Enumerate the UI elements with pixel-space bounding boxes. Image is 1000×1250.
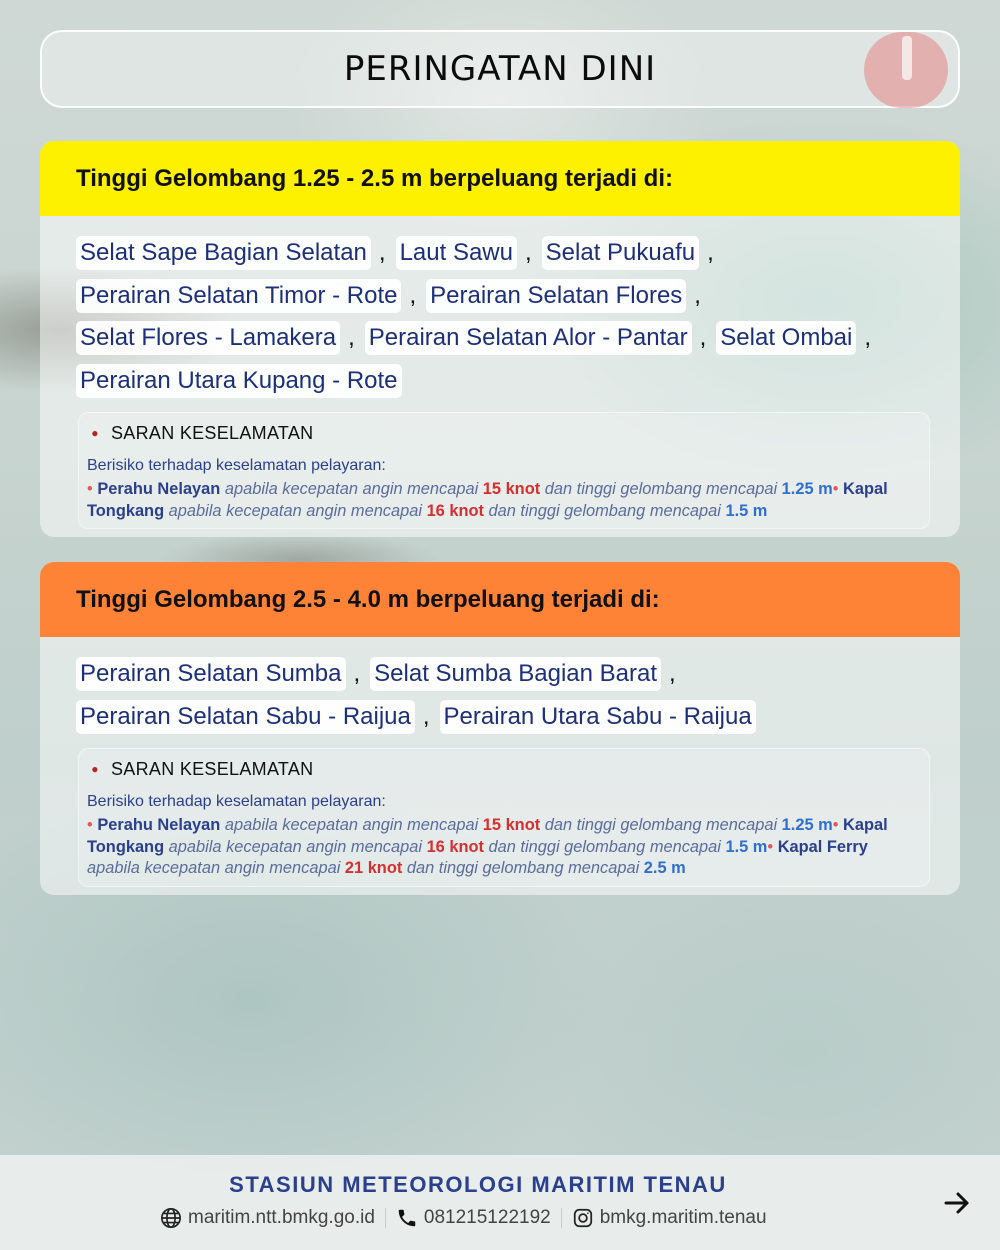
area-list bbox=[40, 637, 960, 738]
wind-phrase: apabila kecepatan angin mencapai bbox=[168, 501, 422, 520]
vessel-name: Kapal Tongkang bbox=[87, 480, 888, 520]
alert-icon bbox=[864, 32, 948, 108]
area-chip: Selat Sumba Bagian Barat bbox=[370, 657, 661, 691]
vessel-name: Kapal Ferry bbox=[777, 837, 868, 856]
bullet: • bbox=[832, 480, 839, 498]
wave-height: 1.5 m bbox=[725, 837, 768, 856]
website-link[interactable] bbox=[160, 1207, 375, 1229]
vessel-name: Perahu Nelayan bbox=[97, 480, 221, 498]
page-header bbox=[40, 30, 960, 108]
wave-phrase: dan tinggi gelombang mencapai bbox=[544, 816, 778, 834]
safety-advice-list bbox=[87, 815, 921, 880]
footer bbox=[0, 1155, 1000, 1250]
safety-advice-title bbox=[87, 757, 921, 781]
warning-card-2 bbox=[40, 562, 960, 895]
area-chip: Perairan Selatan Flores bbox=[426, 279, 686, 313]
separator: , bbox=[348, 324, 355, 352]
wave-phrase: dan tinggi gelombang mencapai bbox=[488, 837, 721, 856]
wind-speed: 16 knot bbox=[426, 501, 484, 520]
separator: , bbox=[378, 239, 386, 267]
safety-advice bbox=[78, 748, 930, 887]
wave-height: 1.5 m bbox=[725, 501, 768, 520]
divider bbox=[561, 1208, 562, 1228]
separator: , bbox=[694, 281, 701, 309]
station-name: STASIUN METEOROLOGI MARITIM TENAU bbox=[229, 1172, 727, 1197]
safety-advice-list bbox=[87, 479, 921, 522]
wind-phrase: apabila kecepatan angin mencapai bbox=[87, 859, 341, 877]
area-chip: Perairan Utara Sabu - Raijua bbox=[440, 700, 756, 734]
area-chip: Selat Ombai bbox=[716, 321, 856, 355]
separator: , bbox=[707, 239, 714, 267]
separator: , bbox=[699, 324, 707, 352]
safety-icon: ● bbox=[91, 762, 99, 776]
area-chip: Selat Flores - Lamakera bbox=[76, 321, 340, 355]
vessel-name: Perahu Nelayan bbox=[97, 816, 221, 834]
area-line bbox=[76, 696, 930, 739]
area-line bbox=[76, 232, 930, 275]
bullet: • bbox=[832, 816, 839, 834]
wind-speed: 16 knot bbox=[426, 837, 484, 856]
area-chip: Perairan Selatan Alor - Pantar bbox=[365, 321, 692, 355]
separator: , bbox=[864, 324, 872, 352]
area-line bbox=[76, 653, 930, 696]
area-line bbox=[76, 317, 930, 360]
separator: , bbox=[669, 660, 676, 688]
page-title: PERINGATAN DINI bbox=[343, 49, 657, 89]
separator: , bbox=[409, 281, 417, 309]
area-line bbox=[76, 360, 930, 403]
instagram-icon bbox=[572, 1207, 594, 1229]
bullet: • bbox=[87, 480, 93, 498]
wave-height: 2.5 m bbox=[643, 859, 686, 877]
area-chip: Laut Sawu bbox=[396, 236, 517, 270]
safety-advice bbox=[78, 412, 930, 529]
safety-icon: ● bbox=[91, 426, 99, 440]
warning-heading: Tinggi Gelombang 1.25 - 2.5 m berpeluang terjadi di: bbox=[40, 141, 960, 216]
website-text: maritim.ntt.bmkg.go.id bbox=[188, 1207, 375, 1228]
area-chip: Selat Sape Bagian Selatan bbox=[76, 236, 371, 270]
separator: , bbox=[353, 660, 361, 688]
wind-speed: 15 knot bbox=[482, 816, 541, 834]
bullet: • bbox=[767, 837, 774, 856]
contact-bar bbox=[160, 1207, 767, 1229]
phone-link[interactable] bbox=[396, 1207, 551, 1229]
wind-speed: 21 knot bbox=[344, 859, 403, 877]
wave-phrase: dan tinggi gelombang mencapai bbox=[544, 480, 778, 498]
area-line bbox=[76, 275, 930, 318]
area-chip: Perairan Selatan Sabu - Raijua bbox=[76, 700, 415, 734]
instagram-link[interactable] bbox=[572, 1207, 767, 1229]
area-chip: Perairan Selatan Timor - Rote bbox=[76, 279, 401, 313]
wave-height: 1.25 m bbox=[781, 816, 833, 834]
wind-speed: 15 knot bbox=[482, 480, 541, 498]
safety-advice-intro: Berisiko terhadap keselamatan pelayaran: bbox=[87, 457, 386, 474]
safety-advice-label: SARAN KESELAMATAN bbox=[111, 758, 314, 779]
globe-icon bbox=[160, 1207, 182, 1229]
separator: , bbox=[422, 702, 430, 730]
wave-phrase: dan tinggi gelombang mencapai bbox=[488, 501, 721, 520]
safety-advice-title bbox=[87, 421, 921, 445]
warning-card-1 bbox=[40, 141, 960, 537]
area-chip: Perairan Utara Kupang - Rote bbox=[76, 364, 402, 398]
bullet: • bbox=[87, 816, 93, 834]
phone-text: 081215122192 bbox=[423, 1207, 551, 1228]
divider bbox=[385, 1208, 386, 1228]
wave-phrase: dan tinggi gelombang mencapai bbox=[406, 859, 640, 877]
area-list bbox=[40, 216, 960, 402]
area-chip: Perairan Selatan Sumba bbox=[76, 657, 346, 691]
safety-advice-intro: Berisiko terhadap keselamatan pelayaran: bbox=[87, 793, 386, 810]
arrow-right-icon bbox=[944, 1192, 970, 1214]
warning-heading: Tinggi Gelombang 2.5 - 4.0 m berpeluang terjadi di: bbox=[40, 562, 960, 637]
next-button[interactable] bbox=[942, 1188, 972, 1218]
wind-phrase: apabila kecepatan angin mencapai bbox=[168, 837, 422, 856]
wind-phrase: apabila kecepatan angin mencapai bbox=[224, 480, 479, 498]
separator: , bbox=[524, 239, 532, 267]
safety-advice-label: SARAN KESELAMATAN bbox=[111, 422, 314, 443]
wave-height: 1.25 m bbox=[781, 480, 833, 498]
instagram-text: bmkg.maritim.tenau bbox=[599, 1207, 767, 1228]
vessel-name: Kapal Tongkang bbox=[87, 816, 888, 856]
area-chip: Selat Pukuafu bbox=[542, 236, 699, 270]
phone-icon bbox=[396, 1207, 418, 1229]
wind-phrase: apabila kecepatan angin mencapai bbox=[224, 816, 479, 834]
